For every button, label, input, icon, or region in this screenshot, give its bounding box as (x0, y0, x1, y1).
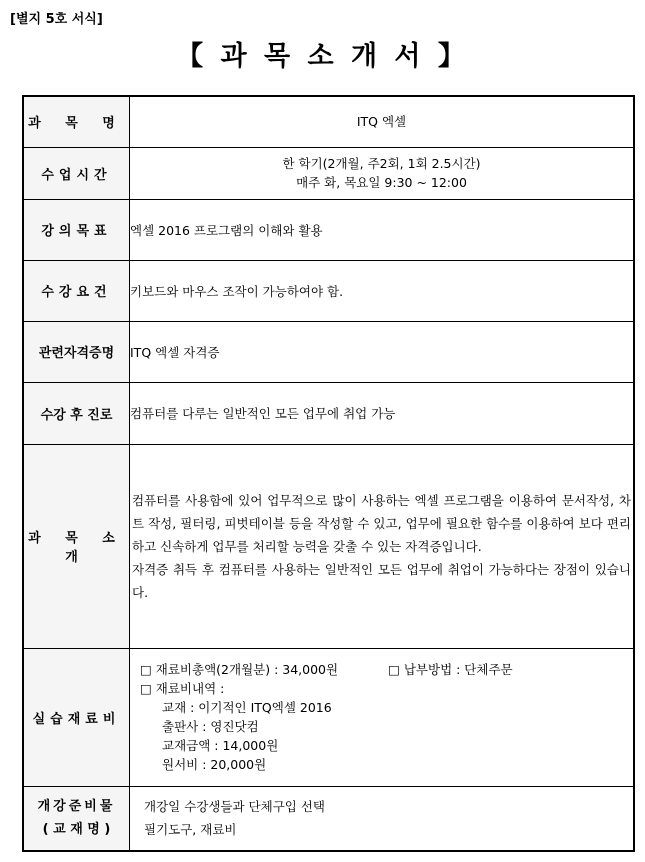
materials-detail-title: □ 재료비내역 : (140, 681, 225, 696)
value-subject: ITQ 엑셀 (130, 96, 635, 147)
materials-textbook: 교재 : 이기적인 ITQ엑셀 2016 (162, 700, 332, 715)
label-prep-line2: ( 교 재 명 ) (42, 822, 111, 838)
prep-line1: 개강일 수강생들과 단체구입 선택 (144, 799, 325, 815)
row-class-time (23, 147, 634, 199)
row-career (23, 382, 634, 444)
value-materials (130, 648, 635, 786)
value-class-time (130, 147, 635, 199)
label-materials: 실습재료비 (23, 648, 130, 786)
label-prep-line1: 개강준비물 (37, 799, 116, 815)
row-requirement (23, 260, 634, 321)
row-goal (23, 199, 634, 260)
row-intro (23, 444, 634, 648)
form-number: [별지 5호 서식] (10, 12, 103, 27)
row-prep (23, 786, 634, 851)
materials-total: □ 재료비총액(2개월분) : 34,000원 (140, 662, 339, 677)
prep-line2: 필기도구, 재료비 (144, 822, 237, 838)
value-requirement: 키보드와 마우스 조작이 가능하여야 함. (130, 260, 635, 321)
document-title: 【 과 목 소 개 서 】 (176, 41, 469, 72)
row-subject (23, 96, 634, 147)
label-subject: 과 목 명 (23, 96, 130, 147)
materials-tuition: 원서비 : 20,000원 (162, 757, 267, 772)
row-materials (23, 648, 634, 786)
class-time-line1: 한 학기(2개월, 주2회, 1회 2.5시간) (282, 156, 481, 171)
value-goal: 엑셀 2016 프로그램의 이해와 활용 (130, 199, 635, 260)
value-prep (130, 786, 635, 851)
intro-paragraph-2: 자격증 취득 후 컴퓨터를 사용하는 일반적인 모든 업무에 취업이 가능하다는 장점이 있습니다. (132, 561, 631, 600)
label-goal: 강의목표 (23, 199, 130, 260)
value-career: 컴퓨터를 다루는 일반적인 모든 업무에 취업 가능 (130, 382, 635, 444)
label-career: 수강 후 진로 (23, 382, 130, 444)
class-time-line2: 매주 화, 목요일 9:30 ~ 12:00 (296, 175, 467, 190)
value-certificate: ITQ 엑셀 자격증 (130, 321, 635, 382)
label-class-time: 수업시간 (23, 147, 130, 199)
label-certificate: 관련자격증명 (23, 321, 130, 382)
label-prep (23, 786, 130, 851)
course-info-table (22, 95, 635, 852)
materials-book-price: 교재금액 : 14,000원 (162, 738, 279, 753)
label-intro: 과 목 소 개 (23, 444, 130, 648)
row-certificate (23, 321, 634, 382)
label-requirement: 수강요건 (23, 260, 130, 321)
materials-payment: □ 납부방법 : 단체주문 (388, 662, 513, 677)
value-intro (130, 444, 635, 648)
materials-publisher: 출판사 : 영진닷컴 (162, 719, 259, 734)
intro-paragraph-1: 컴퓨터를 사용함에 있어 업무적으로 많이 사용하는 엑셀 프로그램을 이용하여 문서작성, 차트 작성, 필터링, 피벗테이블 등을 작성할 수 있고, 업무에 필요한 함수를 이용하여 보다 편리하고 신속하게 업무를 처리할 능력을 갖출 수 있는 자격증입니다. (132, 492, 631, 554)
